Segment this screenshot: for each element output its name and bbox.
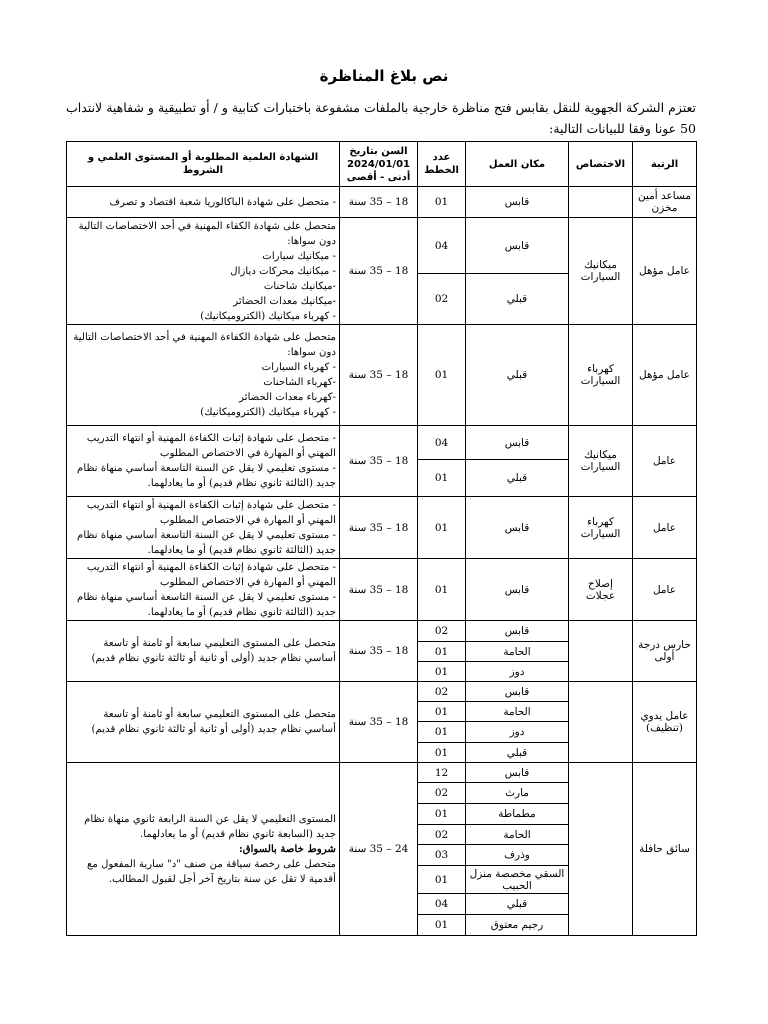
count-cell: 01 <box>418 866 466 894</box>
workplace-cell: وذرف <box>466 845 569 866</box>
count-cell: 01 <box>418 497 466 559</box>
count-cell: 01 <box>418 915 466 936</box>
age-cell: 18 – 35 سنة <box>340 497 418 559</box>
rank-cell: عامل مؤهل <box>633 218 697 325</box>
condition-line: متحصل على شهادة الكفاء المهنية في أحد الاختصاصات التالية دون سواها: <box>78 220 336 247</box>
count-cell: 01 <box>418 804 466 825</box>
workplace-cell: قبلي <box>466 325 569 426</box>
workplace-cell: قابس <box>466 763 569 783</box>
table-row <box>67 497 697 559</box>
positions-table <box>66 141 697 936</box>
condition-heading: شروط خاصة بالسواق: <box>239 842 336 855</box>
workplace-cell: قبلي <box>466 274 569 325</box>
rank-cell: عامل <box>633 426 697 497</box>
workplace-cell: السقي مخصصة منزل الحبيب <box>466 866 569 894</box>
workplace-cell: قابس <box>466 559 569 621</box>
table-row <box>67 682 697 702</box>
conditions-cell <box>67 559 340 621</box>
condition-line: المستوى التعليمي لا يقل عن السنة الرابعة ثانوي منهاة نظام جديد (السابعة ثانوي نظام قديم) أو ما يعادلهما. <box>84 813 336 840</box>
conditions-cell <box>67 621 340 682</box>
condition-line: - مستوى تعليمي لا يقل عن السنة التاسعة أساسي منهاة نظام جديد (الثالثة ثانوي نظام قديم) أو ما يعادلهما. <box>77 463 336 489</box>
count-cell: 01 <box>418 559 466 621</box>
header-age: السن بتاريخ 2024/01/01 أدنى - أقصى <box>340 142 418 187</box>
specialty-cell: كهرباء السيارات <box>569 325 633 426</box>
conditions-cell <box>67 763 340 936</box>
workplace-cell: قابس <box>466 426 569 460</box>
table-row <box>67 763 697 783</box>
count-cell: 04 <box>418 426 466 460</box>
workplace-cell: قابس <box>466 497 569 559</box>
header-specialty: الاختصاص <box>569 142 633 187</box>
table-row <box>67 621 697 642</box>
workplace-cell: دوز <box>466 722 569 743</box>
table-row <box>67 325 697 426</box>
count-cell: 02 <box>418 825 466 845</box>
condition-line: - مستوى تعليمي لا يقل عن السنة التاسعة أساسي منهاة نظام جديد (الثالثة ثانوي نظام قديم) أو ما يعادلهما. <box>77 529 336 556</box>
condition-line: - كهرباء ميكانيك (الكتروميكانيك) <box>200 407 336 418</box>
table-row <box>67 426 697 460</box>
count-cell: 01 <box>418 460 466 497</box>
specialty-cell: ميكانيك السيارات <box>569 218 633 325</box>
rank-cell: عامل <box>633 559 697 621</box>
workplace-cell: الحامة <box>466 702 569 722</box>
conditions-cell <box>67 682 340 763</box>
condition-line: متحصل على المستوى التعليمي سابعة أو ثامنة أو تاسعة أساسي نظام جديد (أولى أو ثانية أو ثالثة ثانوي نظام قديم) <box>91 709 336 735</box>
specialty-cell: كهرباء السيارات <box>569 497 633 559</box>
specialty-cell <box>569 682 633 763</box>
count-cell: 01 <box>418 642 466 662</box>
table-row <box>67 187 697 218</box>
count-cell: 01 <box>418 662 466 682</box>
condition-line: - كهرباء السيارات <box>261 362 336 373</box>
condition-line: - متحصل على شهادة الباكالوريا شعبة اقتصاد و تصرف <box>109 196 336 208</box>
header-count: عدد الخطط <box>418 142 466 187</box>
condition-line: - مستوى تعليمي لا يقل عن السنة التاسعة أساسي منهاة نظام جديد (الثالثة ثانوي نظام قديم) أو ما يعادلهما. <box>77 591 336 618</box>
age-cell: 18 – 35 سنة <box>340 559 418 621</box>
condition-line: - ميكانيك محركات ديازال <box>230 265 336 277</box>
count-cell: 04 <box>418 218 466 274</box>
count-cell: 01 <box>418 743 466 763</box>
rank-cell: عامل يدوي (تنظيف) <box>633 682 697 763</box>
count-cell: 04 <box>418 894 466 915</box>
count-cell: 02 <box>418 274 466 325</box>
condition-line: -ميكانيك معدات الحضائر <box>233 295 336 307</box>
conditions-cell <box>67 218 340 325</box>
specialty-cell: ميكانيك السيارات <box>569 426 633 497</box>
workplace-cell: رجيم معتوق <box>466 915 569 936</box>
conditions-cell <box>67 187 340 218</box>
count-cell: 01 <box>418 702 466 722</box>
condition-line: -ميكانيك شاحنات <box>263 280 336 292</box>
workplace-cell: قابس <box>466 218 569 274</box>
table-row <box>67 559 697 621</box>
specialty-cell: إصلاح عجلات <box>569 559 633 621</box>
workplace-cell: مارث <box>466 783 569 804</box>
condition-line: متحصل على شهادة الكفاءة المهنية في أحد الاختصاصات التالية دون سواها: <box>73 332 336 358</box>
rank-cell: حارس درجة أولى <box>633 621 697 682</box>
workplace-cell: قبلي <box>466 460 569 497</box>
condition-line: - متحصل على شهادة إثبات الكفاءة المهنية أو انتهاء التدريب المهني أو المهارة في الاختصاص المطلوب <box>86 499 336 526</box>
condition-line: - ميكانيك سيارات <box>262 250 336 262</box>
rank-cell: مساعد أمين مخزن <box>633 187 697 218</box>
conditions-cell <box>67 325 340 426</box>
workplace-cell: قبلي <box>466 743 569 763</box>
condition-line: - متحصل على شهادة إثبات الكفاءة المهنية أو انتهاء التدريب المهني أو المهارة في الاختصاص المطلوب <box>86 433 336 459</box>
specialty-cell <box>569 187 633 218</box>
header-rank: الرتبة <box>633 142 697 187</box>
age-cell: 18 – 35 سنة <box>340 682 418 763</box>
workplace-cell: قابس <box>466 621 569 642</box>
table-header-row <box>67 142 697 187</box>
condition-line: متحصل على المستوى التعليمي سابعة أو ثامنة أو تاسعة أساسي نظام جديد (أولى أو ثانية أو ثالثة ثانوي نظام قديم) <box>91 638 336 664</box>
rank-cell: سائق حافلة <box>633 763 697 936</box>
count-cell: 02 <box>418 682 466 702</box>
condition-line: - متحصل على شهادة إثبات الكفاءة المهنية أو انتهاء التدريب المهني أو المهارة في الاختصاص المطلوب <box>86 561 336 588</box>
table-row <box>67 218 697 274</box>
age-cell: 18 – 35 سنة <box>340 426 418 497</box>
count-cell: 01 <box>418 325 466 426</box>
specialty-cell <box>569 621 633 682</box>
condition-line: -كهرباء معدات الحضائر <box>239 392 336 403</box>
rank-cell: عامل <box>633 497 697 559</box>
age-cell: 24 – 35 سنة <box>340 763 418 936</box>
workplace-cell: الحامة <box>466 642 569 662</box>
workplace-cell: قبلي <box>466 894 569 915</box>
workplace-cell: الحامة <box>466 825 569 845</box>
workplace-cell: مطماطة <box>466 804 569 825</box>
condition-line: متحصل على رخصة سياقة من صنف "د" سارية المفعول مع أقدمية لا تقل عن سنة بتاريخ آخر أجل لقبول المطالب. <box>87 858 336 885</box>
age-cell: 18 – 35 سنة <box>340 187 418 218</box>
workplace-cell: قابس <box>466 682 569 702</box>
count-cell: 02 <box>418 621 466 642</box>
rank-cell: عامل مؤهل <box>633 325 697 426</box>
count-cell: 01 <box>418 722 466 743</box>
count-cell: 03 <box>418 845 466 866</box>
age-cell: 18 – 35 سنة <box>340 325 418 426</box>
intro-paragraph: تعتزم الشركة الجهوية للنقل بقابس فتح مناظرة خارجية بالملفات مشفوعة باختبارات كتابية و / أو تطبيقية و شفاهية لانتداب 50 عونا وفقا للبيانات التالية: <box>66 100 696 136</box>
condition-line: -كهرباء الشاحنات <box>263 377 336 388</box>
conditions-cell <box>67 426 340 497</box>
age-cell: 18 – 35 سنة <box>340 218 418 325</box>
specialty-cell <box>569 763 633 936</box>
count-cell: 01 <box>418 187 466 218</box>
count-cell: 02 <box>418 783 466 804</box>
age-cell: 18 – 35 سنة <box>340 621 418 682</box>
workplace-cell: قابس <box>466 187 569 218</box>
condition-line: - كهرباء ميكانيك (الكتروميكانيك) <box>200 310 336 322</box>
header-conditions: الشهادة العلمية المطلوبة أو المستوى العلمي و الشروط <box>67 142 340 187</box>
page-title: نص بلاغ المناظرة <box>319 67 449 85</box>
count-cell: 12 <box>418 763 466 783</box>
workplace-cell: دوز <box>466 662 569 682</box>
header-workplace: مكان العمل <box>466 142 569 187</box>
conditions-cell <box>67 497 340 559</box>
table-body <box>67 187 697 936</box>
